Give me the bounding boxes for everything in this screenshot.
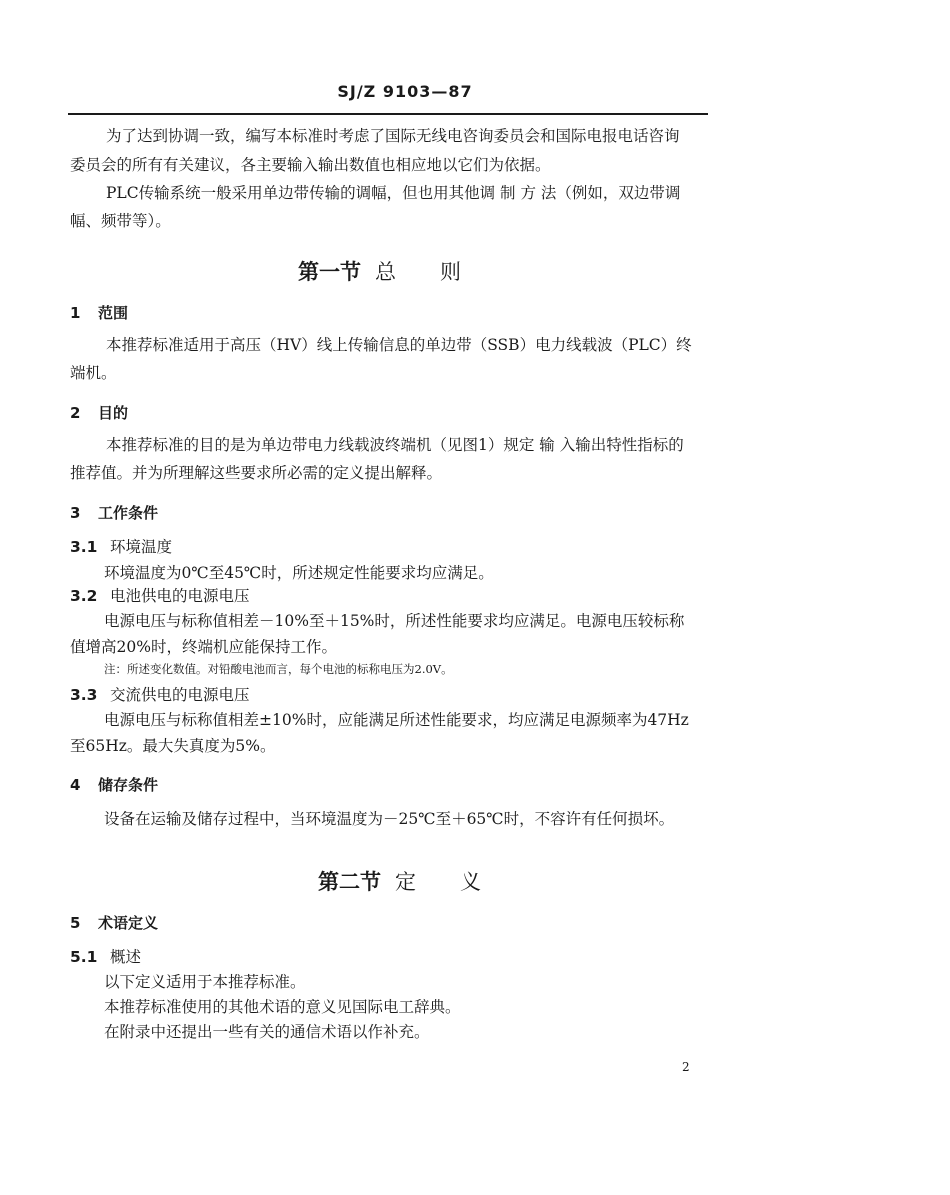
clause-5-heading	[70, 912, 158, 933]
clause-3-3-line-2: 至65Hz。最大失真度为5%。	[70, 737, 276, 755]
clause-3-heading	[70, 502, 158, 523]
clause-3-3-heading	[70, 683, 250, 705]
clause-2-line-1: 本推荐标准的目的是为单边带电力线载波终端机（见图1）规定 输 入输出特性指标的	[106, 436, 684, 454]
section-2-word-1: 定	[395, 870, 416, 894]
clause-3-3-title: 交流供电的电源电压	[110, 686, 250, 704]
clause-3-3-line-1: 电源电压与标称值相差±10%时，应能满足所述性能要求，均应满足电源频率为47Hz	[104, 711, 689, 729]
clause-5-1-line-2: 本推荐标准使用的其他术语的意义见国际电工辞典。	[104, 998, 461, 1016]
section-1-word-2: 则	[440, 260, 461, 284]
header-rule	[68, 113, 708, 115]
section-1-word-1: 总	[375, 260, 396, 284]
clause-2-heading	[70, 402, 128, 423]
clause-3-2-title: 电池供电的电源电压	[110, 587, 250, 605]
clause-3-2-line-1: 电源电压与标称值相差－10%至＋15%时，所述性能要求均应满足。电源电压较标称	[104, 612, 685, 630]
clause-5-number: 5	[70, 914, 81, 932]
intro-paragraph-2-line-2: 幅、频带等）。	[70, 212, 171, 230]
clause-5-1-line-1: 以下定义适用于本推荐标准。	[104, 973, 306, 991]
clause-1-number: 1	[70, 304, 81, 322]
clause-2-number: 2	[70, 404, 81, 422]
clause-5-1-line-3: 在附录中还提出一些有关的通信术语以作补充。	[104, 1023, 430, 1041]
clause-3-1-title: 环境温度	[110, 538, 173, 556]
clause-5-title: 术语定义	[98, 914, 159, 932]
clause-3-1-number: 3.1	[70, 538, 98, 556]
clause-4-title: 储存条件	[98, 776, 159, 794]
clause-5-1-title: 概述	[110, 948, 142, 966]
clause-3-number: 3	[70, 504, 81, 522]
page-number: 2	[682, 1060, 690, 1074]
document-header-code: SJ/Z 9103—87	[337, 82, 473, 101]
clause-3-1-heading	[70, 535, 172, 557]
section-2-prefix: 第二节	[318, 870, 381, 894]
clause-1-line-2: 端机。	[70, 364, 117, 382]
section-1-heading	[298, 256, 461, 286]
clause-3-2-note: 注：所述变化数值。对铅酸电池而言，每个电池的标称电压为2.0V。	[104, 662, 453, 676]
clause-2-title: 目的	[98, 404, 129, 422]
clause-4-number: 4	[70, 776, 81, 794]
clause-3-2-heading	[70, 584, 250, 606]
clause-1-heading	[70, 302, 128, 323]
intro-paragraph-2-line-1: PLC传输系统一般采用单边带传输的调幅，但也用其他调 制 方 法（例如，双边带调	[106, 184, 681, 202]
clause-5-1-heading	[70, 945, 141, 967]
section-2-word-2: 义	[460, 870, 481, 894]
clause-1-line-1: 本推荐标准适用于高压（HV）线上传输信息的单边带（SSB）电力线载波（PLC）终	[106, 336, 692, 354]
clause-1-title: 范围	[98, 304, 129, 322]
clause-4-line-1: 设备在运输及储存过程中，当环境温度为－25℃至＋65℃时，不容许有任何损坏。	[104, 810, 675, 828]
clause-3-title: 工作条件	[98, 504, 159, 522]
clause-4-heading	[70, 774, 158, 795]
clause-3-1-line-1: 环境温度为0℃至45℃时，所述规定性能要求均应满足。	[104, 564, 494, 582]
clause-5-1-number: 5.1	[70, 948, 98, 966]
clause-3-3-number: 3.3	[70, 686, 98, 704]
intro-paragraph-1-line-1: 为了达到协调一致，编写本标准时考虑了国际无线电咨询委员会和国际电报电话咨询	[106, 127, 680, 145]
clause-3-2-line-2: 值增高20%时，终端机应能保持工作。	[70, 638, 337, 656]
section-2-heading	[318, 866, 481, 896]
clause-3-2-number: 3.2	[70, 587, 98, 605]
section-1-prefix: 第一节	[298, 260, 361, 284]
intro-paragraph-1-line-2: 委员会的所有有关建议，各主要输入输出数值也相应地以它们为依据。	[70, 156, 551, 174]
clause-2-line-2: 推荐值。并为所理解这些要求所必需的定义提出解释。	[70, 464, 443, 482]
